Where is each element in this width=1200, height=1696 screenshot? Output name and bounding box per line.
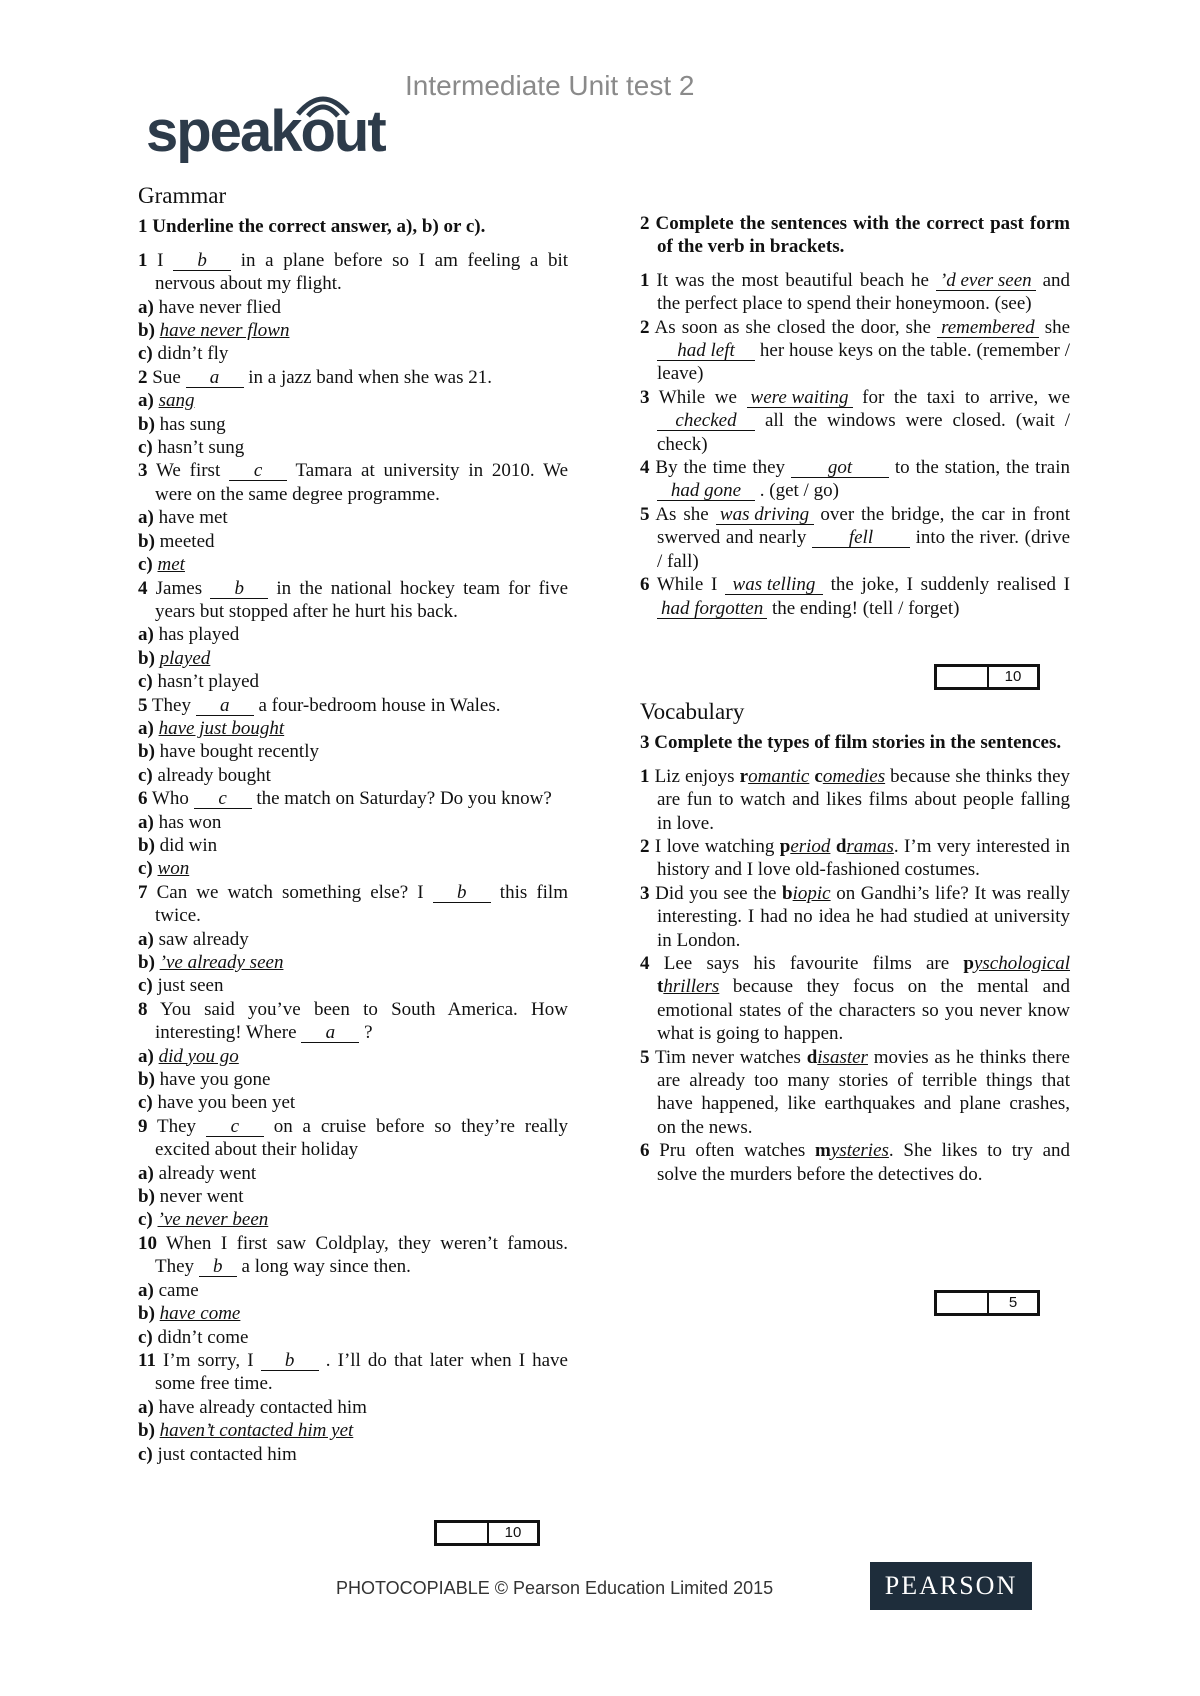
option-text: ’ve never been (157, 1209, 269, 1231)
grammar-question: 4 James b in the national hockey team for five years but stopped after he hurt his back. (138, 577, 568, 622)
option-letter: b) (138, 1069, 155, 1091)
option-letter: a) (138, 1162, 154, 1184)
option-text: didn’t fly (157, 343, 229, 365)
completed-word: hrillers (663, 976, 720, 998)
answer-option (138, 1396, 568, 1419)
filled-blank: got (791, 458, 889, 478)
answer-blank: a (196, 696, 254, 716)
option-text: has won (158, 811, 222, 833)
given-letter: d (806, 1046, 818, 1068)
option-text: have bought recently (159, 741, 319, 763)
vocabulary-sentence: 3 Did you see the biopic on Gandhi’s life? It was really interesting. I had no idea he had studied at university in London. (640, 882, 1070, 951)
option-letter: c) (138, 1443, 153, 1465)
past-forms-score-value: 10 (987, 667, 1037, 687)
past-forms-items (640, 269, 1070, 620)
answer-option (138, 740, 568, 763)
option-text: played (159, 647, 211, 669)
answer-option (138, 717, 568, 740)
copyright-footer: PHOTOCOPIABLE © Pearson Education Limited 2015 (336, 1578, 774, 1598)
vocabulary-items (640, 765, 1070, 1186)
answer-option (138, 1279, 568, 1302)
answer-option (138, 1162, 568, 1185)
option-text: came (158, 1279, 199, 1301)
option-text: haven’t contacted him yet (159, 1420, 354, 1442)
given-letter: r (739, 765, 749, 787)
option-text: has played (158, 624, 240, 646)
option-letter: b) (138, 320, 155, 342)
option-letter: c) (138, 343, 153, 365)
filled-blank: remembered (937, 318, 1039, 338)
question-number: 4 (138, 577, 148, 599)
option-letter: a) (138, 1045, 154, 1067)
answer-option (138, 389, 568, 412)
answer-option (138, 1326, 568, 1349)
vocabulary-sentence: 6 Pru often watches mysteries. She likes to try and solve the murders before the detectives do. (640, 1140, 1071, 1185)
option-text: have you gone (159, 1069, 271, 1091)
option-text: have you been yet (157, 1092, 296, 1114)
question-number: 1 (138, 249, 148, 271)
past-form-sentence: 6 While I was telling the joke, I suddenly realised I had forgotten the ending! (tell / forget) (640, 574, 1070, 619)
completed-word: isaster (817, 1046, 868, 1068)
grammar-question: 9 They c on a cruise before so they’re really excited about their holiday (138, 1115, 568, 1161)
vocabulary-score-box (934, 1290, 1040, 1316)
past-form-sentence: 2 As soon as she closed the door, she remembered she had left her house keys on the table. (remember / leave) (640, 316, 1071, 385)
option-text: just contacted him (157, 1443, 297, 1465)
answer-option (138, 1208, 568, 1231)
grammar-question: 2 Sue a in a jazz band when she was 21. (138, 366, 493, 388)
option-text: meeted (159, 530, 215, 552)
option-text: already bought (157, 764, 271, 786)
answer-option (138, 342, 568, 365)
vocabulary-score-value: 5 (987, 1293, 1037, 1313)
answer-option (138, 951, 568, 974)
option-letter: c) (138, 764, 153, 786)
option-text: already went (158, 1162, 257, 1184)
option-letter: a) (138, 928, 154, 950)
grammar-question: 8 You said you’ve been to South America. How interesting! Where a ? (138, 998, 568, 1044)
option-text: sang (158, 390, 195, 412)
past-form-sentence: 3 While we were waiting for the taxi to arrive, we checked all the windows were closed. (wait / check) (640, 386, 1070, 455)
option-letter: b) (138, 413, 155, 435)
answer-option (138, 764, 568, 787)
question-number: 2 (640, 835, 650, 857)
question-number: 1 (640, 269, 650, 291)
option-text: has sung (159, 413, 226, 435)
question-number: 5 (640, 1046, 650, 1068)
completed-word: omedies (822, 765, 886, 787)
option-text: hasn’t played (157, 671, 260, 693)
grammar-heading: Grammar (138, 183, 227, 208)
vocabulary-sentence: 5 Tim never watches disaster movies as he thinks there are already too many stories of terrible things that have happened, like earthquakes and plane crashes, on the news. (640, 1046, 1070, 1138)
answer-option (138, 413, 568, 436)
past-forms-instruction: 2 Complete the sentences with the correct past form of the verb in brackets. (640, 213, 1070, 258)
answer-option (138, 1185, 568, 1208)
question-number: 4 (640, 457, 650, 479)
answer-option (138, 670, 568, 693)
answer-blank: b (433, 883, 491, 903)
vocabulary-instruction: 3 Complete the types of film stories in the sentences. (640, 732, 1062, 754)
option-letter: b) (138, 741, 155, 763)
answer-option (138, 1443, 568, 1466)
given-letter: p (963, 952, 974, 974)
answer-blank: a (301, 1023, 359, 1043)
grammar-question: 10 When I first saw Coldplay, they weren’t famous. They b a long way since then. (138, 1232, 568, 1278)
answer-blank: c (194, 789, 252, 809)
given-letter: t (657, 976, 664, 998)
grammar-score-box (434, 1520, 540, 1546)
answer-blank: c (229, 461, 287, 481)
question-number: 9 (138, 1115, 148, 1137)
speakout-logo (146, 84, 396, 164)
option-text: met (157, 554, 185, 576)
answer-option (138, 506, 568, 529)
option-letter: b) (138, 1420, 155, 1442)
question-number: 6 (640, 1140, 650, 1162)
option-letter: b) (138, 647, 155, 669)
completed-word: iopic (792, 882, 831, 904)
option-letter: c) (138, 1326, 153, 1348)
option-text: have never flown (159, 320, 290, 342)
answer-option (138, 811, 568, 834)
completed-word: eriod (790, 835, 831, 857)
past-form-sentence: 1 It was the most beautiful beach he ’d ever seen and the perfect place to spend their honeymoon. (see) (640, 269, 1071, 315)
option-letter: b) (138, 1186, 155, 1208)
filled-blank: fell (812, 528, 910, 548)
answer-option (138, 834, 568, 857)
pearson-logo: PEARSON (870, 1562, 1032, 1610)
given-letter: c (814, 765, 823, 787)
answer-option (138, 1419, 568, 1442)
option-letter: a) (138, 507, 154, 529)
option-letter: c) (138, 437, 153, 459)
grammar-instruction: 1 Underline the correct answer, a), b) or c). (138, 216, 486, 238)
answer-option (138, 647, 568, 670)
question-number: 4 (640, 952, 650, 974)
option-letter: b) (138, 952, 155, 973)
option-letter: a) (138, 624, 154, 646)
option-letter: a) (138, 296, 154, 318)
answer-option (138, 1068, 568, 1091)
option-letter: a) (138, 1279, 154, 1301)
answer-option (138, 623, 568, 646)
option-letter: a) (138, 390, 154, 412)
vocabulary-sentence: 1 Liz enjoys romantic comedies because she thinks they are fun to watch and likes films about people falling in love. (640, 765, 1070, 834)
option-letter: b) (138, 834, 155, 856)
option-letter: c) (138, 1092, 153, 1114)
filled-blank: had gone (657, 481, 755, 501)
question-number: 8 (138, 998, 148, 1020)
answer-blank: c (206, 1117, 264, 1137)
unit-title: Intermediate Unit test 2 (405, 70, 695, 101)
filled-blank: was driving (716, 505, 814, 525)
given-letter: b (782, 882, 793, 904)
question-number: 6 (138, 788, 148, 810)
option-text: never went (159, 1186, 244, 1208)
filled-blank: ’d ever seen (936, 271, 1036, 291)
answer-blank: a (186, 368, 244, 388)
question-number: 10 (138, 1232, 157, 1254)
answer-blank: b (210, 579, 268, 599)
answer-option (138, 1045, 568, 1068)
option-letter: c) (138, 554, 153, 576)
option-text: hasn’t sung (157, 437, 245, 459)
option-text: have already contacted him (158, 1396, 367, 1418)
grammar-section (138, 184, 568, 1466)
option-letter: c) (138, 671, 153, 693)
answer-option (138, 928, 568, 951)
option-text: have just bought (158, 717, 285, 739)
option-letter: a) (138, 811, 154, 833)
option-text: won (157, 858, 190, 880)
question-number: 3 (640, 882, 650, 904)
question-number: 5 (138, 694, 148, 716)
grammar-question: 3 We first c Tamara at university in 2010. We were on the same degree programme. (138, 460, 568, 505)
option-letter: a) (138, 717, 154, 739)
right-column (640, 212, 1070, 1186)
option-text: have met (158, 507, 228, 529)
option-text: just seen (157, 975, 224, 997)
option-text: have never flied (158, 296, 281, 318)
option-text: have come (159, 1303, 241, 1325)
answer-option (138, 857, 568, 880)
answer-blank: b (261, 1351, 319, 1371)
option-letter: b) (138, 530, 155, 552)
question-number: 7 (138, 881, 148, 903)
question-number: 5 (640, 503, 650, 525)
option-letter: c) (138, 1209, 153, 1231)
question-number: 3 (640, 386, 650, 408)
filled-blank: had forgotten (657, 599, 767, 619)
filled-blank: were waiting (747, 388, 853, 408)
option-letter: a) (138, 1396, 154, 1418)
question-number: 1 (640, 765, 650, 787)
option-text: ’ve already seen (159, 952, 284, 973)
question-number: 3 (138, 460, 148, 482)
option-text: did you go (158, 1045, 239, 1067)
completed-word: omantic (748, 765, 810, 787)
given-letter: m (815, 1140, 831, 1162)
answer-option (138, 974, 568, 997)
answer-blank: b (173, 251, 231, 271)
filled-blank: was telling (725, 575, 823, 595)
vocabulary-sentence: 4 Lee says his favourite films are pyschological thrillers because they focus on the mental and emotional states of the characters so you never know what is going to happen. (640, 952, 1071, 1045)
filled-blank: had left (657, 341, 755, 361)
option-text: did win (159, 834, 218, 856)
option-text: didn’t come (157, 1326, 249, 1348)
grammar-items (138, 249, 568, 1466)
option-letter: c) (138, 975, 153, 997)
option-letter: b) (138, 1303, 155, 1325)
past-form-sentence: 5 As she was driving over the bridge, the car in front swerved and nearly fell into the river. (drive / fall) (640, 503, 1071, 572)
completed-word: ysteries (830, 1140, 889, 1162)
answer-option (138, 436, 568, 459)
question-number: 2 (138, 366, 148, 388)
grammar-question: 11 I’m sorry, I b . I’ll do that later when I have some free time. (138, 1349, 568, 1395)
grammar-question: 1 I b in a plane before so I am feeling a bit nervous about my flight. (138, 249, 569, 295)
completed-word: yschological (973, 952, 1071, 974)
vocabulary-sentence: 2 I love watching period dramas. I’m very interested in history and I love old-fashioned costumes. (640, 835, 1071, 881)
answer-blank: b (199, 1257, 237, 1277)
past-form-sentence: 4 By the time they got to the station, the train had gone . (get / go) (640, 457, 1070, 502)
answer-option (138, 1302, 568, 1325)
answer-option (138, 1091, 568, 1114)
logo-wordmark: speakout (146, 99, 385, 164)
answer-option (138, 553, 568, 576)
grammar-score-value: 10 (487, 1523, 537, 1543)
option-text: saw already (158, 928, 249, 950)
answer-option (138, 530, 568, 553)
answer-option (138, 319, 568, 342)
past-forms-score-box (934, 664, 1040, 690)
completed-word: ramas (846, 835, 894, 857)
grammar-question: 5 They a a four-bedroom house in Wales. (138, 694, 501, 716)
vocabulary-heading: Vocabulary (640, 698, 745, 724)
question-number: 11 (138, 1349, 156, 1371)
question-number: 2 (640, 316, 650, 338)
given-letter: d (835, 835, 847, 857)
option-letter: c) (138, 858, 153, 880)
filled-blank: checked (657, 411, 755, 431)
answer-option (138, 296, 568, 319)
given-letter: p (779, 835, 791, 857)
grammar-question: 6 Who c the match on Saturday? Do you know? (138, 788, 552, 810)
question-number: 6 (640, 574, 650, 596)
grammar-question: 7 Can we watch something else? I b this film twice. (138, 881, 568, 927)
